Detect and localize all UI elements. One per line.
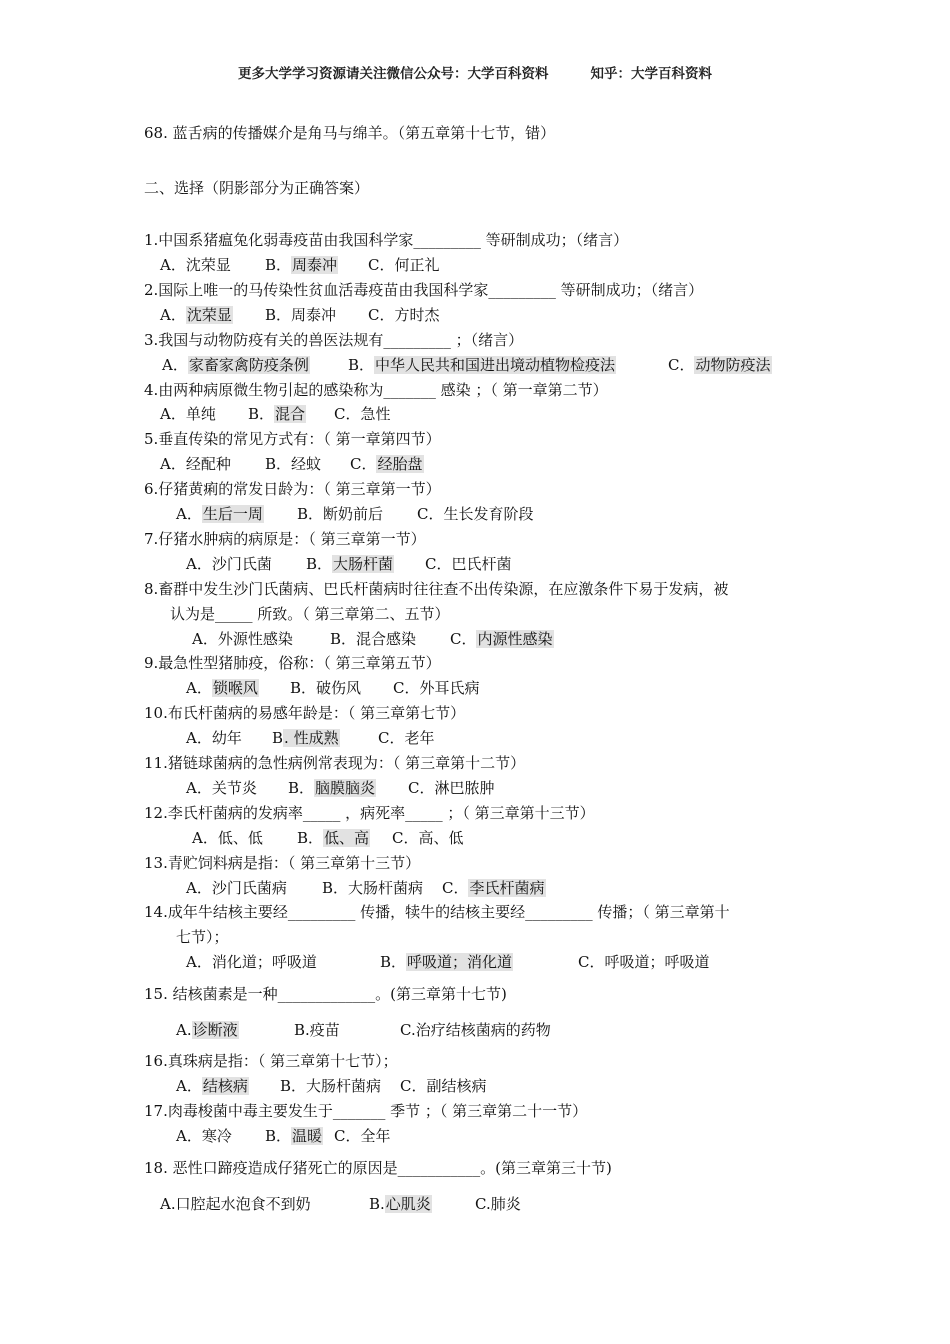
option-text: 消化道；呼吸道: [211, 953, 317, 971]
question-4-option-b: [248, 404, 306, 424]
question-18-option-a: [160, 1194, 311, 1214]
option-label: B．: [380, 953, 407, 971]
option-label: C．: [442, 879, 469, 897]
option-label: C．: [425, 555, 452, 573]
question-3-option-a: [162, 355, 310, 375]
option-label: C．: [392, 829, 419, 847]
option-text: 经蚊: [291, 455, 322, 473]
option-label: A．: [160, 455, 186, 473]
statement-68: 68. 蓝舌病的传播媒介是角马与绵羊。（第五章第十七节，错）: [144, 124, 556, 142]
question-16-option-b: [280, 1076, 381, 1096]
question-4-stem: 4.由两种病原微生物引起的感染称为_______ 感染 ；（ 第一章第二节）: [144, 381, 608, 399]
option-label: A．: [186, 679, 212, 697]
option-label: A．: [186, 729, 212, 747]
question-11-option-b: [288, 778, 376, 798]
question-16-stem: 16.真珠病是指：（ 第三章第十七节）；: [144, 1052, 398, 1070]
option-label: B．: [348, 356, 375, 374]
option-text: 破伤风: [316, 679, 362, 697]
option-label: A．: [162, 356, 188, 374]
option-text-correct: 大肠杆菌: [333, 555, 394, 573]
option-label: B．: [265, 306, 292, 324]
question-15-stem: 15. 结核菌素是一种_____________。(第三章第十七节): [144, 985, 507, 1003]
option-text: 外耳氏病: [419, 679, 480, 697]
option-text-correct: 生后一周: [202, 505, 263, 523]
question-10-stem: 10.布氏杆菌病的易感年龄是：（ 第三章第七节）: [144, 704, 466, 722]
option-text-correct: 脑膜脑炎: [315, 779, 376, 797]
option-text: 经配种: [185, 455, 231, 473]
question-17-option-b: [265, 1126, 323, 1146]
option-text: 沈荣显: [185, 256, 231, 274]
option-text-correct: 李氏杆菌病: [469, 879, 545, 897]
question-12-option-b: [297, 828, 370, 848]
option-label: C．: [400, 1077, 427, 1095]
option-text: 副结核病: [426, 1077, 487, 1095]
question-12-stem: 12.李氏杆菌病的发病率_____ ，病死率_____ ；（ 第三章第十三节）: [144, 804, 595, 822]
option-text: 沙门氏菌: [211, 555, 272, 573]
option-label: B．: [290, 679, 317, 697]
question-14-stem: 七节）；: [176, 928, 229, 946]
question-2-option-b: [265, 305, 336, 325]
question-8-stem: 认为是_____ 所致。（ 第三章第二、五节）: [170, 605, 450, 623]
option-text-correct: 中华人民共和国进出境动植物检疫法: [375, 356, 616, 374]
question-7-stem: 7.仔猪水肿病的病原是：（ 第三章第一节）: [144, 530, 426, 548]
option-label: B．: [288, 779, 315, 797]
question-6-option-a: [176, 504, 264, 524]
option-label: B．: [306, 555, 333, 573]
option-label: B．: [265, 256, 292, 274]
option-label: A.: [160, 1195, 176, 1213]
question-6-option-c: [417, 504, 534, 524]
option-label: A．: [176, 1127, 202, 1145]
option-label: A．: [160, 256, 186, 274]
option-text-correct: 沈荣显: [186, 306, 232, 324]
option-label: B．: [265, 455, 292, 473]
option-text: 治疗结核菌病的药物: [415, 1021, 551, 1039]
option-label: C．: [668, 356, 695, 374]
option-text: 周泰冲: [291, 306, 337, 324]
option-text: 淋巴脓肿: [434, 779, 495, 797]
question-17-option-c: [334, 1126, 391, 1146]
option-label: A．: [186, 555, 212, 573]
option-label: C．: [378, 729, 405, 747]
question-6-stem: 6.仔猪黄痢的常发日龄为：（ 第三章第一节）: [144, 480, 441, 498]
question-9-option-a: [186, 678, 259, 698]
question-6-option-b: [297, 504, 383, 524]
question-13-option-b: [322, 878, 423, 898]
question-18-stem: 18. 恶性口蹄疫造成仔猪死亡的原因是___________。(第三章第三十节): [144, 1159, 612, 1177]
question-14-option-a: [186, 952, 317, 972]
question-1-option-b: [265, 255, 338, 275]
option-text: 何正礼: [394, 256, 440, 274]
question-8-option-a: [192, 629, 293, 649]
option-label: B．: [297, 829, 324, 847]
option-label: A．: [176, 1077, 202, 1095]
page-header: [0, 62, 950, 82]
option-text: 疫苗: [309, 1021, 340, 1039]
option-label: C．: [417, 505, 444, 523]
question-3-stem: 3.我国与动物防疫有关的兽医法规有_________ ；（绪言）: [144, 331, 524, 349]
question-11-option-c: [408, 778, 495, 798]
option-text: 生长发育阶段: [443, 505, 534, 523]
option-text: 单纯: [185, 405, 216, 423]
option-label: C．: [334, 405, 361, 423]
question-10-option-c: [378, 728, 435, 748]
option-text: 巴氏杆菌: [451, 555, 512, 573]
option-label: C．: [578, 953, 605, 971]
option-label: C．: [450, 630, 477, 648]
option-label: C.: [475, 1195, 491, 1213]
option-text: 大肠杆菌病: [348, 879, 424, 897]
question-2-stem: 2.国际上唯一的马传染性贫血活毒疫苗由我国科学家_________ 等研制成功；（绪言）: [144, 281, 704, 299]
option-text-correct: 低、高: [324, 829, 370, 847]
question-14-stem: 14.成年牛结核主要经_________ 传播，犊牛的结核主要经_________ 传播；（ 第三章第十: [144, 903, 730, 921]
question-12-option-a: [192, 828, 263, 848]
option-text-correct: 混合: [275, 405, 306, 423]
option-label: C．: [368, 306, 395, 324]
option-label: C．: [393, 679, 420, 697]
option-label: B．: [265, 1127, 292, 1145]
option-label: B．: [297, 505, 324, 523]
option-label: B．: [330, 630, 357, 648]
question-10-option-b: [272, 728, 340, 748]
option-text-correct: 结核病: [202, 1077, 248, 1095]
question-7-option-b: [306, 554, 394, 574]
option-text-correct: 心肌炎: [385, 1195, 431, 1213]
question-4-option-c: [334, 404, 391, 424]
option-text-correct: 动物防疫法: [695, 356, 771, 374]
option-label: A．: [186, 953, 212, 971]
option-label: B.: [369, 1195, 385, 1213]
question-16-option-c: [400, 1076, 487, 1096]
option-text: 口腔起水泡食不到奶: [175, 1195, 311, 1213]
option-label: A．: [192, 630, 218, 648]
option-label: A．: [186, 879, 212, 897]
option-text: 呼吸道；呼吸道: [604, 953, 710, 971]
question-10-option-a: [186, 728, 242, 748]
question-5-option-a: [160, 454, 231, 474]
question-9-stem: 9.最急性型猪肺疫，俗称：（ 第三章第五节）: [144, 654, 441, 672]
option-text: 全年: [360, 1127, 391, 1145]
option-label: B: [272, 729, 284, 747]
option-label: B．: [280, 1077, 307, 1095]
option-text: 沙门氏菌病: [211, 879, 287, 897]
question-5-option-c: [350, 454, 424, 474]
header-right: 知乎：大学百科资料: [590, 66, 712, 82]
option-text-correct: 经胎盘: [377, 455, 423, 473]
option-label: B．: [248, 405, 275, 423]
question-13-option-a: [186, 878, 287, 898]
option-label: C．: [408, 779, 435, 797]
option-text: 大肠杆菌病: [306, 1077, 382, 1095]
option-text-correct: 内源性感染: [477, 630, 553, 648]
question-8-option-c: [450, 629, 554, 649]
question-15-option-c: [400, 1020, 551, 1040]
question-11-stem: 11.猪链球菌病的急性病例常表现为：（ 第三章第十二节）: [144, 754, 526, 772]
question-8-option-b: [330, 629, 416, 649]
option-text: 老年: [404, 729, 435, 747]
option-text: 低、低: [217, 829, 263, 847]
question-1-option-a: [160, 255, 231, 275]
option-label: A．: [160, 306, 186, 324]
question-17-option-a: [176, 1126, 232, 1146]
question-7-option-c: [425, 554, 512, 574]
option-label: A．: [192, 829, 218, 847]
question-5-option-b: [265, 454, 321, 474]
option-label: A．: [186, 779, 212, 797]
question-5-stem: 5.垂直传染的常见方式有：（ 第一章第四节）: [144, 430, 441, 448]
question-4-option-a: [160, 404, 216, 424]
question-8-stem: 8.畜群中发生沙门氏菌病、巴氏杆菌病时往往查不出传染源，在应激条件下易于发病，被: [144, 580, 729, 598]
option-label: C．: [334, 1127, 361, 1145]
option-text: 急性: [360, 405, 391, 423]
option-text: 寒冷: [201, 1127, 232, 1145]
option-label: A．: [176, 505, 202, 523]
question-7-option-a: [186, 554, 272, 574]
header-left: 更多大学学习资源请关注微信公众号：大学百科资料: [238, 66, 549, 82]
option-label: C．: [350, 455, 377, 473]
option-text-correct: 周泰冲: [292, 256, 338, 274]
question-3-option-c: [668, 355, 772, 375]
question-18-option-b: [369, 1194, 432, 1214]
option-text: 关节炎: [211, 779, 257, 797]
option-text-correct: 锁喉风: [212, 679, 258, 697]
option-text: 断奶前后: [323, 505, 384, 523]
question-1-stem: 1.中国系猪瘟兔化弱毒疫苗由我国科学家_________ 等研制成功；（绪言）: [144, 231, 629, 249]
option-label: A.: [176, 1021, 192, 1039]
question-9-option-b: [290, 678, 361, 698]
option-label: A．: [160, 405, 186, 423]
question-16-option-a: [176, 1076, 249, 1096]
question-13-option-c: [442, 878, 546, 898]
option-text: 方时杰: [394, 306, 440, 324]
question-14-option-c: [578, 952, 710, 972]
question-17-stem: 17.肉毒梭菌中毒主要发生于_______ 季节 ；（ 第三章第二十一节）: [144, 1102, 588, 1120]
option-label: C.: [400, 1021, 416, 1039]
question-2-option-a: [160, 305, 233, 325]
question-12-option-c: [392, 828, 464, 848]
question-18-option-c: [475, 1194, 521, 1214]
option-label: B.: [294, 1021, 310, 1039]
section-title: 二、选择（阴影部分为正确答案）: [144, 179, 370, 197]
question-2-option-c: [368, 305, 440, 325]
option-text-correct: . 性成熟: [284, 729, 339, 747]
question-9-option-c: [393, 678, 480, 698]
question-14-option-b: [380, 952, 513, 972]
option-text-correct: 温暖: [292, 1127, 323, 1145]
question-3-option-b: [348, 355, 616, 375]
option-text: 混合感染: [356, 630, 417, 648]
question-15-option-b: [294, 1020, 340, 1040]
option-text: 肺炎: [490, 1195, 521, 1213]
question-11-option-a: [186, 778, 257, 798]
option-text: 幼年: [211, 729, 242, 747]
option-label: B．: [322, 879, 349, 897]
question-13-stem: 13.青贮饲料病是指：（ 第三章第十三节）: [144, 854, 421, 872]
option-text-correct: 诊断液: [192, 1021, 238, 1039]
option-text-correct: 呼吸道；消化道: [407, 953, 513, 971]
question-1-option-c: [368, 255, 440, 275]
question-15-option-a: [176, 1020, 239, 1040]
option-text: 高、低: [418, 829, 464, 847]
option-label: C．: [368, 256, 395, 274]
option-text-correct: 家畜家禽防疫条例: [188, 356, 309, 374]
option-text: 外源性感染: [217, 630, 293, 648]
